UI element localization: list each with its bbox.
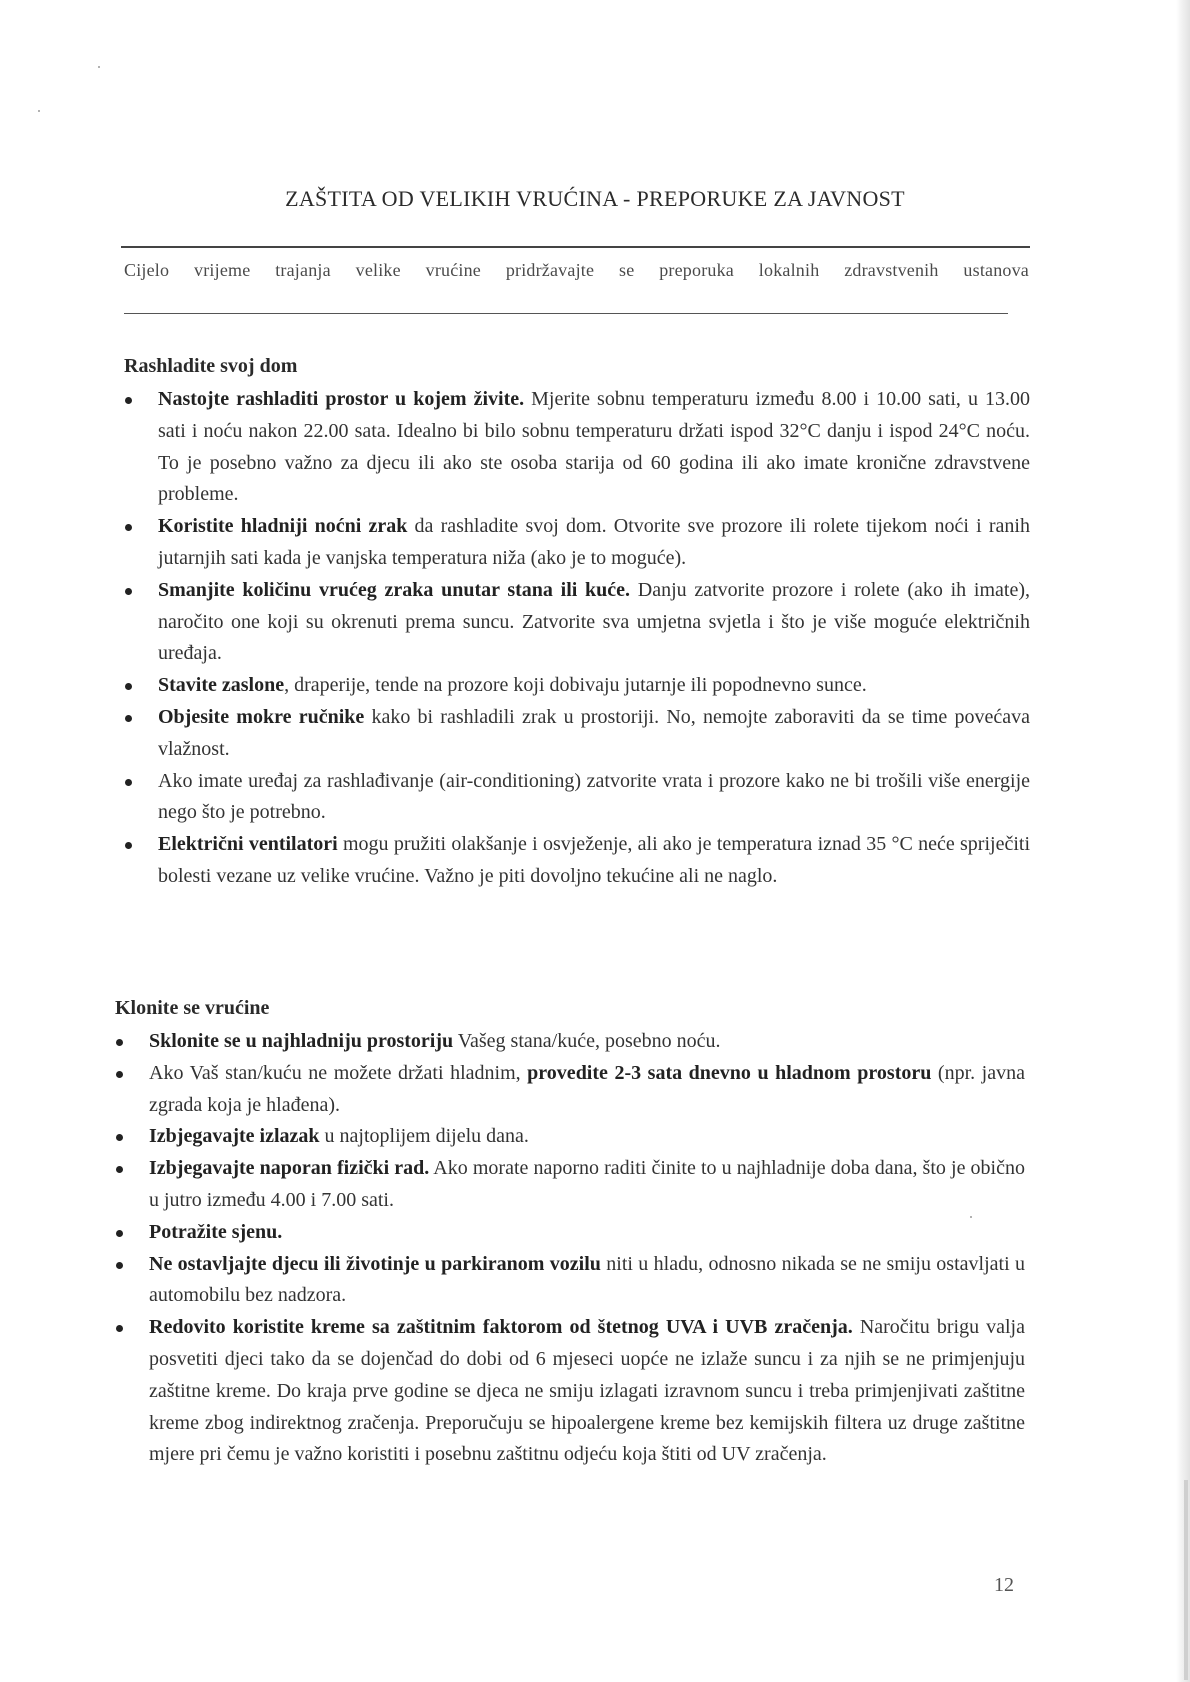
section-heading: Klonite se vrućine xyxy=(115,997,270,1019)
scan-speck xyxy=(98,66,100,68)
bullet-text: kako bi rashladili zrak u prostoriji. No, nemojte zaboraviti da se time povećava vlažnost. xyxy=(158,705,1030,760)
bullet-bold-lead: Izbjegavajte naporan fizički rad. xyxy=(149,1157,430,1180)
bullet-text: Ako morate naporno raditi činite to u najhladnije doba dana, što je obično u jutro između 4.00 i 7.00 sati. xyxy=(149,1157,1025,1211)
bullet-bold-lead: Izbjegavajte izlazak xyxy=(149,1125,320,1148)
list-item xyxy=(124,575,1030,670)
list-item xyxy=(124,384,1030,511)
page-number: 12 xyxy=(994,1574,1014,1596)
list-item xyxy=(124,702,1030,766)
bullet-text: Danju zatvorite prozore i rolete (ako ih imate), naročito one koji su okrenuti prema suncu. Zatvorite sva umjetna svjetla i što je više moguće električnih uređaja. xyxy=(158,578,1030,665)
section-cool-your-home xyxy=(124,351,1030,893)
bullet-bold-lead: Potražite sjenu. xyxy=(149,1220,283,1243)
bullet-text-lead: Ako Vaš stan/kuću ne možete držati hladnim, xyxy=(149,1061,528,1084)
scanned-page-edge-shadow xyxy=(1184,1480,1188,1680)
list-item xyxy=(115,1026,1025,1058)
bullet-text: Vašeg stana/kuće, posebno noću. xyxy=(453,1030,721,1052)
bullet-text: da rashladite svoj dom. Otvorite sve prozore ili rolete tijekom noći i ranih jutarnjih sati kada je vanjska temperatura niža (ako je to moguće). xyxy=(158,515,1030,569)
scan-speck xyxy=(38,110,40,112)
bullet-list xyxy=(124,384,1030,893)
list-item xyxy=(115,1217,1025,1249)
bullet-bold-lead: Redovito koristite kreme sa zaštitnim faktorom od štetnog UVA i UVB zračenja. xyxy=(149,1316,853,1339)
list-item xyxy=(124,511,1030,575)
bullet-text: Mjerite sobnu temperaturu između 8.00 i 10.00 sati, u 13.00 sati i noću nakon 22.00 sata. Idealno bi bilo sobnu temperaturu držati ispod 32°C danju i ispod 24°C noću. To je posebno važno za djecu ili ako ste osoba starija od 60 godina ili ako imate kronične zdravstvene probleme. xyxy=(158,388,1031,506)
bullet-bold-lead: Sklonite se u najhladniju prostoriju xyxy=(149,1030,454,1052)
bullet-text: Naročitu brigu valja posvetiti djeci tako da se dojenčad do dobi od 6 mjeseci uopće ne izlaže suncu i za njih se ne primjenjuju zaštitne kreme. Do kraja prve godine se djeca ne smiju izlagati izravnom suncu i treba primjenjivati zaštitne kreme zbog indirektnog zračenja. Preporučuju se hipoalergene kreme bez kemijskih filtera uz druge zaštitne mjere pri čemu je važno koristiti i posebnu zaštitnu odjeću koja štiti od UV zračenja. xyxy=(149,1316,1025,1466)
list-item xyxy=(124,766,1030,830)
bullet-bold-lead: Smanjite količinu vrućeg zraka unutar stana ili kuće. xyxy=(158,578,631,601)
bullet-bold-lead: Objesite mokre ručnike xyxy=(158,705,365,728)
bullet-text: Ako imate uređaj za rashlađivanje (air-conditioning) zatvorite vrata i prozore kako ne bi trošili više energije nego što je potrebno. xyxy=(158,769,1030,824)
bullet-bold-lead: Nastojte rashladiti prostor u kojem živite. xyxy=(158,388,525,410)
bullet-bold-lead: Stavite zaslone xyxy=(158,674,285,697)
list-item xyxy=(115,1153,1025,1217)
bullet-bold-lead: Ne ostavljajte djecu ili životinje u parkiranom vozilu xyxy=(149,1252,601,1275)
list-item xyxy=(115,1312,1025,1471)
scanned-page-edge xyxy=(1176,0,1190,1682)
bullet-bold-lead: Električni ventilatori xyxy=(158,833,338,856)
bullet-list xyxy=(115,1026,1025,1471)
section-heading: Rashladite svoj dom xyxy=(124,355,298,377)
list-item xyxy=(124,670,1030,702)
list-item xyxy=(115,1121,1025,1153)
bullet-text: mogu pružiti olakšanje i osvježenje, ali ako je temperatura iznad 35 °C neće spriječiti bolesti vezane uz velike vrućine. Važno je piti dovoljno tekućine ali ne naglo. xyxy=(158,833,1030,887)
bullet-text: (npr. javna zgrada koja je hlađena). xyxy=(149,1061,1025,1116)
list-item xyxy=(115,1058,1025,1122)
subtitle-underline xyxy=(124,313,1008,314)
bullet-bold-phrase: provedite 2-3 sata dnevno u hladnom prostoru xyxy=(527,1061,932,1084)
document-subtitle: Cijelo vrijeme trajanja velike vrućine pridržavajte se preporuka lokalnih zdravstvenih ustanova xyxy=(124,260,1029,280)
list-item xyxy=(115,1249,1025,1313)
title-underline xyxy=(121,246,1030,248)
section-avoid-heat xyxy=(115,993,1025,1471)
document-title: ZAŠTITA OD VELIKIH VRUĆINA - PREPORUKE ZA JAVNOST xyxy=(285,186,905,211)
bullet-text: , draperije, tende na prozore koji dobivaju jutarnje ili popodnevno sunce. xyxy=(284,674,867,697)
bullet-bold-lead: Koristite hladniji noćni zrak xyxy=(158,515,408,538)
bullet-text: niti u hladu, odnosno nikada se ne smiju ostavljati u automobilu bez nadzora. xyxy=(149,1252,1025,1307)
bullet-text: u najtoplijem dijelu dana. xyxy=(319,1125,529,1148)
list-item xyxy=(124,829,1030,893)
